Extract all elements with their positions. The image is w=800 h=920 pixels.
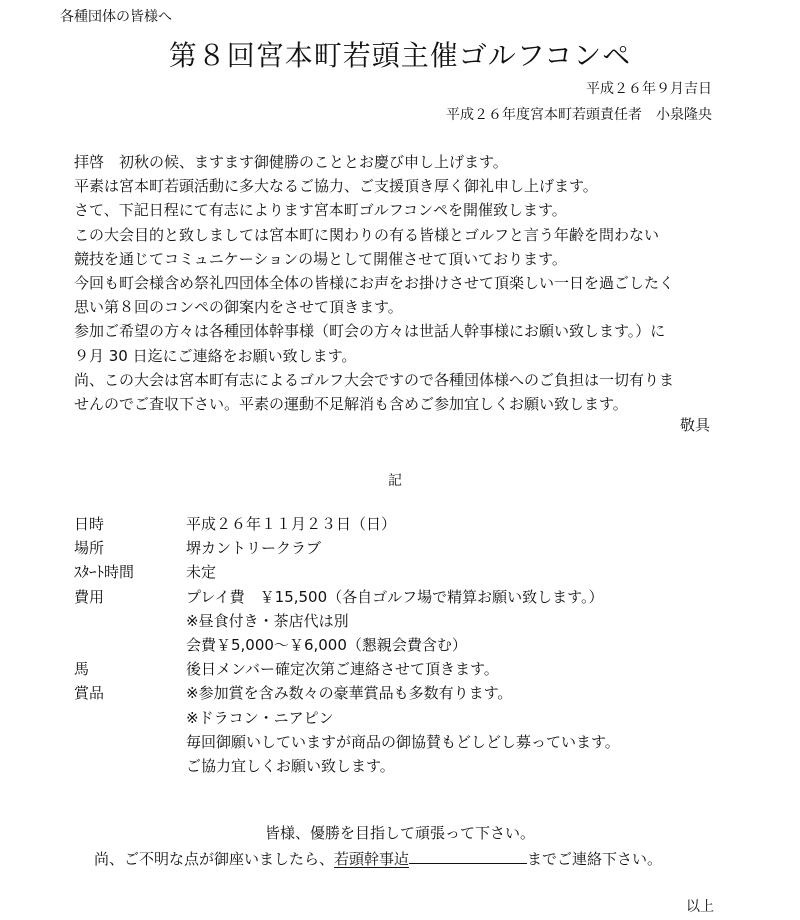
detail-label: 馬 — [74, 660, 90, 679]
contact-suffix: までご連絡下さい。 — [527, 850, 663, 868]
detail-row — [74, 730, 620, 754]
detail-label — [74, 754, 186, 778]
detail-row — [74, 512, 620, 536]
document-title: 第８回宮本町若頭主催ゴルフコンペ — [168, 39, 632, 72]
detail-value: 会費￥5,000〜￥6,000（懇親会費含む） — [186, 635, 467, 654]
body-line: 競技を通じてコミュニケーションの場として開催させて頂いております。 — [74, 249, 567, 268]
detail-row — [74, 754, 620, 778]
detail-label: 日時 — [74, 515, 105, 533]
body-line: 今回も町会様含め祭礼四団体全体の皆様にお声をお掛けさせて頂楽しい一日を過ごしたく — [74, 274, 675, 293]
body-line: ９月 30 日迄にご連絡をお願い致します。 — [74, 346, 357, 365]
detail-value: プレイ費 ￥15,500（各自ゴルフ場で精算お願い致します。） — [186, 587, 604, 606]
detail-value: 未定 — [186, 563, 217, 582]
issue-date: 平成２６年９月吉日 — [586, 81, 712, 97]
contact-name: 若頭幹事迠 — [334, 850, 410, 868]
contact-prefix: 尚、ご不明な点が御座いましたら、 — [94, 850, 335, 868]
detail-value: 平成２６年１１月２３日（日） — [186, 515, 397, 533]
body-line: 思い第８回のコンペの御案内をさせて頂きます。 — [74, 298, 403, 317]
detail-value: ご協力宜しくお願い致します。 — [186, 756, 395, 775]
body-line: 尚、この大会は宮本町有志によるゴルフ大会ですので各種団体様へのご負担は一切有りま — [74, 370, 675, 389]
footer-contact-line — [94, 848, 662, 869]
detail-value: ※ドラコン・ニアピン — [186, 708, 334, 727]
letter-body — [74, 150, 734, 416]
detail-label — [74, 609, 186, 633]
detail-label — [74, 706, 186, 730]
detail-row — [74, 609, 620, 633]
body-line: 拝啓 初秋の候、ますます御健勝のこととお慶び申し上げます。 — [74, 153, 508, 171]
detail-label — [74, 730, 186, 754]
detail-row — [74, 657, 620, 681]
detail-label: 賞品 — [74, 684, 105, 703]
detail-label: 場所 — [74, 539, 105, 558]
detail-row — [74, 585, 620, 609]
details-table — [74, 512, 620, 778]
ijo-closing: 以上 — [686, 899, 714, 915]
detail-label: ｽﾀｰﾄ時間 — [74, 563, 135, 582]
detail-value: 毎回御願いしていますが商品の御協賛もどしどし募っています。 — [186, 732, 620, 751]
detail-value: ※昼食付き・茶店代は別 — [186, 611, 349, 630]
body-line: 参加ご希望の方々は各種団体幹事様（町会の方々は世話人幹事様にお願い致します。）に — [74, 322, 666, 341]
detail-label — [74, 633, 186, 657]
ki-heading: 記 — [388, 473, 402, 489]
body-line: さて、下記日程にて有志によります宮本町ゴルフコンペを開催致します。 — [74, 201, 567, 220]
closing: 敬具 — [679, 416, 710, 434]
detail-row — [74, 633, 620, 657]
detail-value: 堺カントリークラブ — [186, 539, 322, 558]
detail-row — [74, 681, 620, 705]
body-line: 平素は宮本町若頭活動に多大なるご協力、ご支援頂き厚く御礼申し上げます。 — [74, 177, 598, 196]
detail-row — [74, 536, 620, 560]
footer-encouragement: 皆様、優勝を目指して頑張って下さい。 — [264, 824, 535, 842]
body-line: せんのでご査収下さい。平素の運動不足解消も含めご参加宜しくお願い致します。 — [74, 395, 628, 414]
addressee: 各種団体の皆様へ — [60, 9, 172, 25]
detail-value: ※参加賞を含み数々の豪華賞品も多数有ります。 — [186, 684, 513, 703]
detail-value: 後日メンバー確定次第ご連絡させて頂きます。 — [186, 660, 499, 679]
contact-blank-line — [409, 849, 527, 864]
detail-row — [74, 706, 620, 730]
author: 平成２６年度宮本町若頭責任者 小泉隆央 — [446, 107, 712, 123]
detail-row — [74, 560, 620, 584]
detail-label: 費用 — [74, 587, 105, 606]
body-line: この大会目的と致しましては宮本町に関わりの有る皆様とゴルフと言う年齢を問わない — [74, 225, 660, 244]
